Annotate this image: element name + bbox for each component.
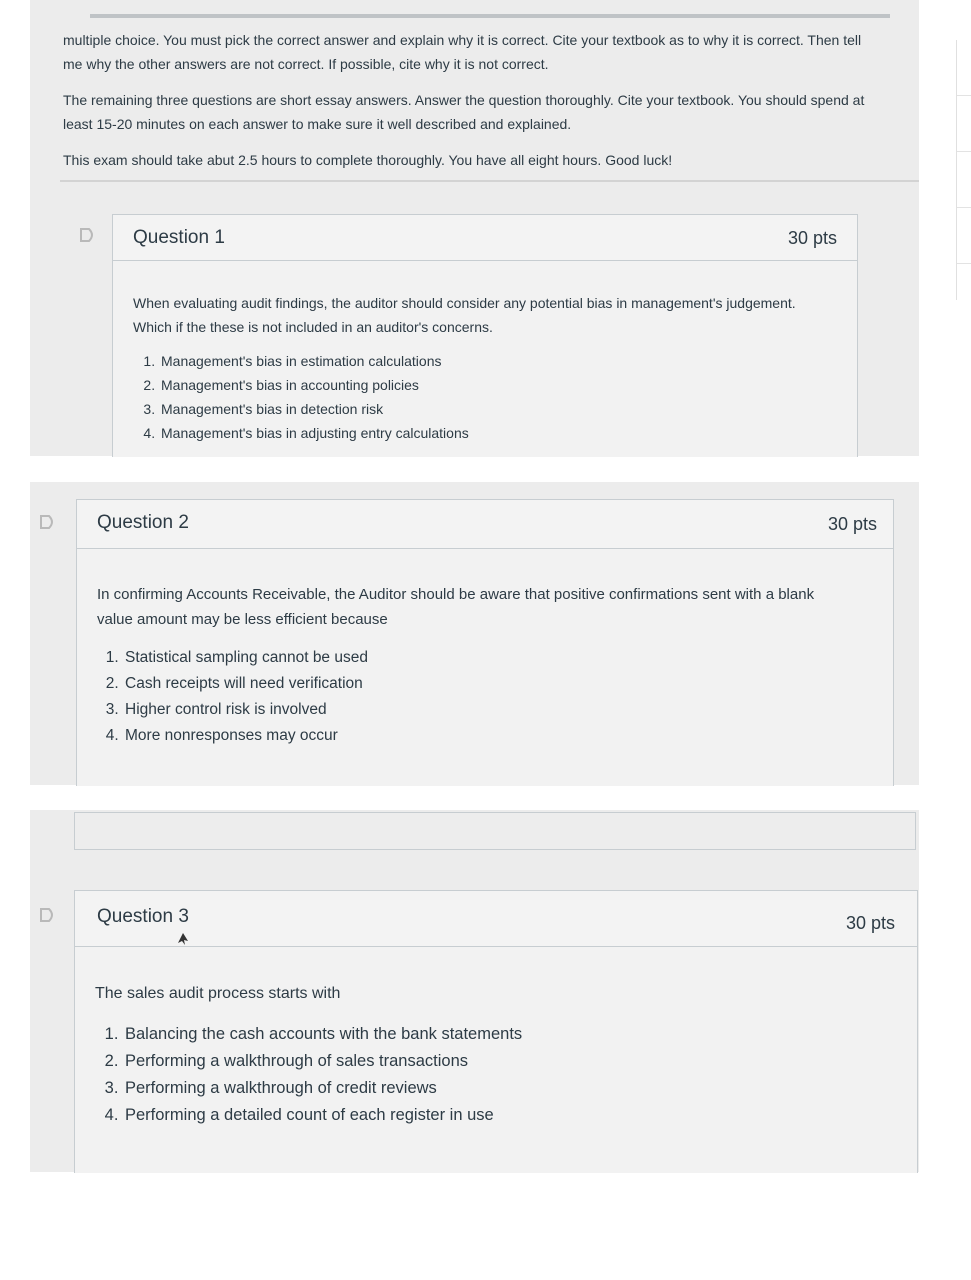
mouse-pointer-icon (176, 932, 190, 946)
instructions-panel (30, 0, 919, 188)
question-2-answers (99, 645, 368, 749)
question-1-text: When evaluating audit findings, the auditor should consider any potential bias in management's judgement. Which if the these is not included in an auditor's concerns. (133, 295, 796, 335)
question-3-card (74, 890, 918, 1173)
question-3-points: 30 pts (845, 913, 895, 933)
flag-question-icon[interactable] (80, 228, 96, 242)
question-1-points: 30 pts (787, 228, 837, 248)
answer-option[interactable]: 1. Statistical sampling cannot be used (123, 645, 368, 671)
answer-option[interactable]: 3. Performing a walkthrough of credit reviews (123, 1075, 522, 1102)
answer-option[interactable]: 2. Management's bias in accounting policies (159, 373, 469, 397)
scroll-edge (956, 40, 971, 300)
question-2-title: Question 2 (97, 512, 189, 533)
answer-option[interactable]: 2. Cash receipts will need verification (123, 671, 368, 697)
answer-option[interactable]: 4. More nonresponses may occur (123, 723, 368, 749)
flag-question-icon[interactable] (40, 515, 56, 529)
question-2-text: In confirming Accounts Receivable, the Auditor should be aware that positive confirmations sent with a blank value amount may be less efficient because (97, 586, 815, 628)
question-1-card (112, 214, 858, 457)
question-3-answers (99, 1021, 522, 1129)
divider (60, 180, 919, 182)
question-2-header (77, 500, 893, 549)
question-1-panel (30, 188, 919, 456)
answer-option[interactable]: 4. Management's bias in adjusting entry calculations (159, 421, 469, 445)
answer-option[interactable]: 3. Higher control risk is involved (123, 697, 368, 723)
instructions-paragraph-1: multiple choice. You must pick the correct answer and explain why it is correct. Cite your textbook as to why it is correct. Then tell me why the other answers are not correct. If possible, cite why it is not correct. (63, 32, 862, 72)
answer-option[interactable]: 2. Performing a walkthrough of sales transactions (123, 1048, 522, 1075)
question-3-header (75, 891, 917, 947)
answer-option[interactable]: 3. Management's bias in detection risk (159, 397, 469, 421)
question-2-panel (30, 482, 919, 785)
instructions-paragraph-2: The remaining three questions are short essay answers. Answer the question thoroughly. Cite your textbook. You should spend at least 15-20 minutes on each answer to make sure it well described and explained. (63, 92, 865, 132)
question-3-panel (30, 810, 919, 1172)
instructions-paragraph-3: This exam should take abut 2.5 hours to complete thoroughly. You have all eight hours. Good luck! (63, 152, 673, 168)
question-1-title: Question 1 (133, 227, 225, 248)
answer-option[interactable]: 4. Performing a detailed count of each register in use (123, 1102, 522, 1129)
question-1-header (113, 215, 857, 261)
question-1-answers (135, 349, 469, 445)
question-2-points: 30 pts (827, 514, 877, 534)
flag-question-icon[interactable] (40, 908, 56, 922)
question-3-title: Question 3 (97, 906, 189, 927)
cropped-text-strip (90, 14, 890, 18)
answer-option[interactable]: 1. Balancing the cash accounts with the bank statements (123, 1021, 522, 1048)
question-2-card (76, 499, 894, 786)
answer-option[interactable]: 1. Management's bias in estimation calculations (159, 349, 469, 373)
previous-answer-box (74, 812, 916, 850)
question-3-text: The sales audit process starts with (95, 985, 341, 1002)
